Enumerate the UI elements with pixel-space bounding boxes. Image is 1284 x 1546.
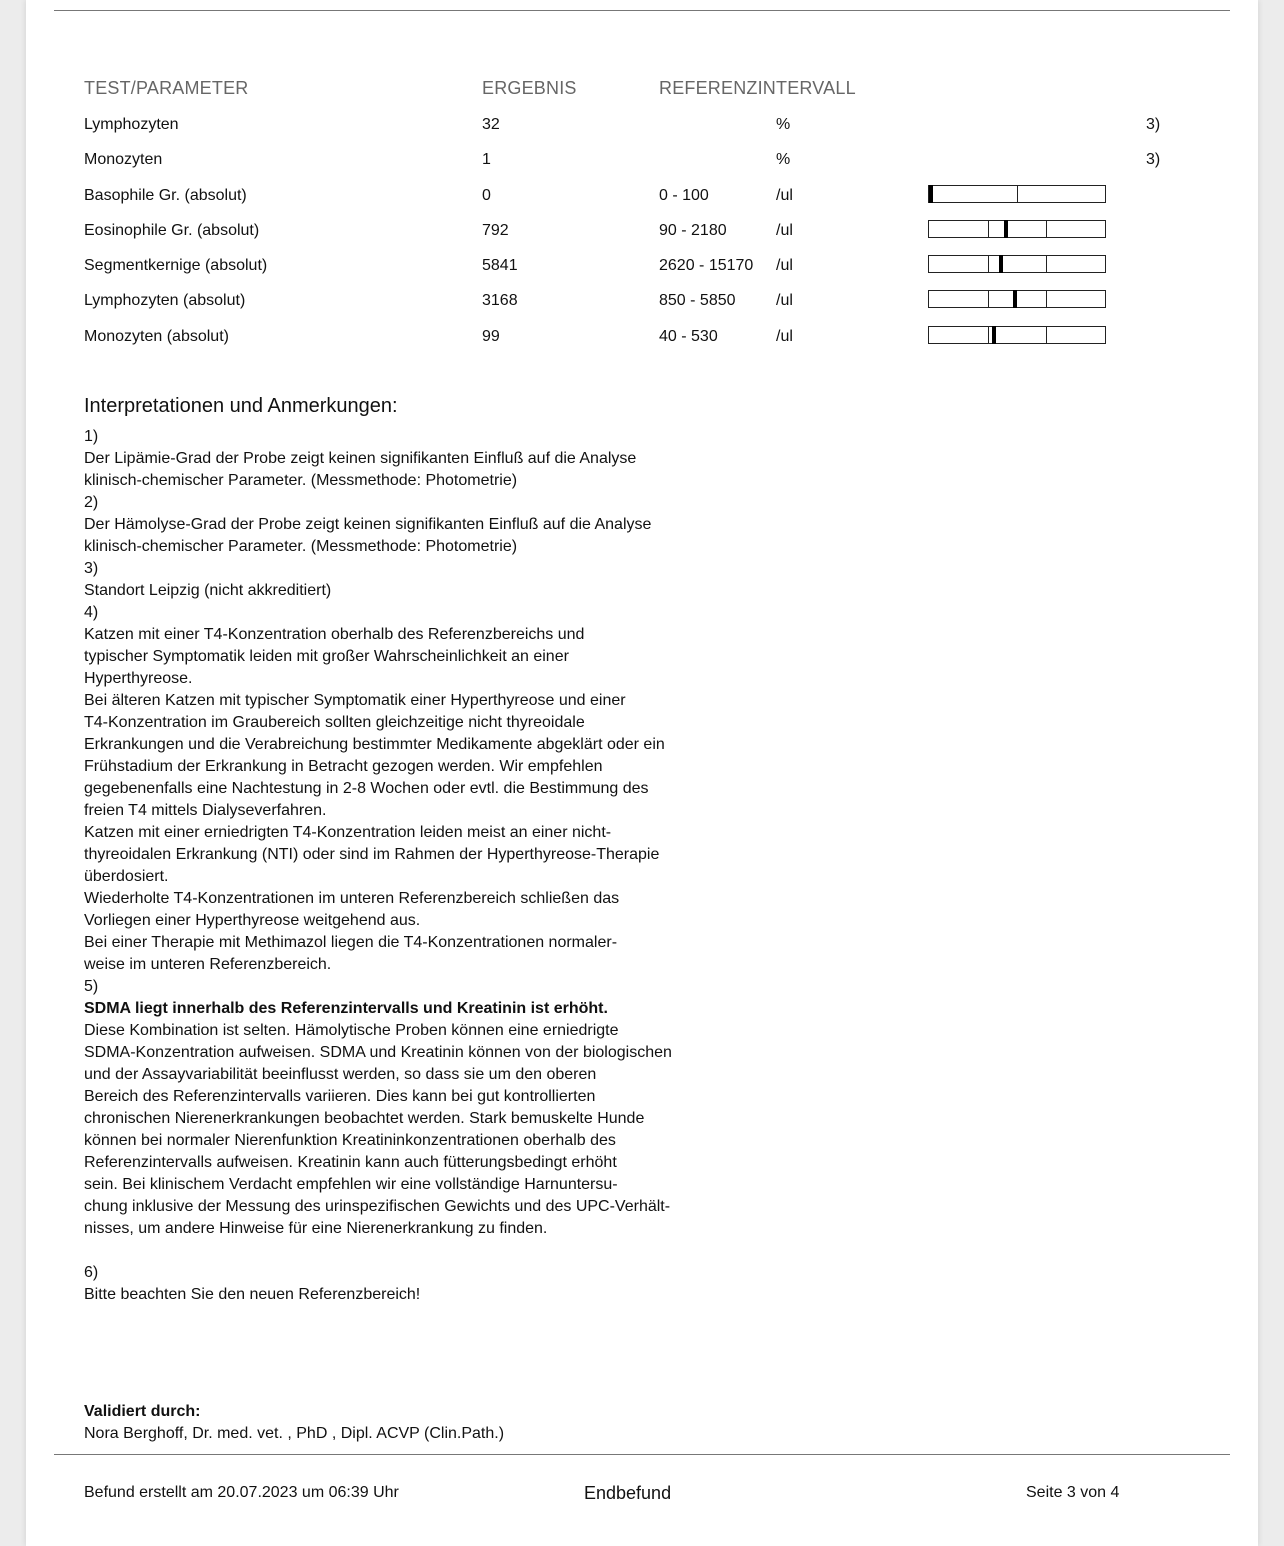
report-page: [26, 0, 1258, 1546]
table-row: [26, 151, 1258, 175]
range-tick: [1046, 291, 1047, 307]
parameter-name: Segmentkernige (absolut): [84, 257, 268, 274]
range-tick: [1046, 256, 1047, 272]
note-text: Katzen mit einer T4-Konzentration oberhalb des Referenzbereichs und typischer Symptomatik leiden mit großer Wahrscheinlichkeit an einer Hyperthyreose. Bei älteren Katzen mit typischer Symptomatik einer Hyperthyreose und einer T4-Konzentration im Graubereich sollten gleichzeitige nicht thyreoidale Erkrankungen und die Verabreichung bestimmter Medikamente abgeklärt oder ein Frühstadium der Erkrankung in Betracht gezogen werden. Wir empfehlen gegebenenfalls eine Nachtestung in 2-8 Wochen oder evtl. die Bestimmung des freien T4 mittels Dialyseverfahren. Katzen mit einer erniedrigten T4-Konzentration leiden meist an einer nicht- thyreoidalen Erkrankung (NTI) oder sind im Rahmen der Hyperthyreose-Therapie überdosiert. Wiederholte T4-Konzentrationen im unteren Referenzbereich schließen das Vorliegen einer Hyperthyreose weitgehend aus. Bei einer Therapie mit Methimazol liegen die T4-Konzentrationen normaler- weise im unteren Referenzbereich.: [84, 626, 665, 973]
result-value: 5841: [482, 257, 518, 274]
reference-interval: 2620 - 15170: [659, 257, 754, 274]
unit: %: [776, 116, 791, 133]
note-text: Bitte beachten Sie den neuen Referenzbereich!: [84, 1286, 421, 1303]
parameter-name: Lymphozyten (absolut): [84, 292, 246, 309]
result-value: 1: [482, 151, 491, 168]
note-number: 4): [84, 604, 99, 621]
result-value: 32: [482, 116, 500, 133]
range-tick: [1046, 221, 1047, 237]
range-tick: [988, 256, 989, 272]
table-row: [26, 292, 1258, 316]
note-text: Der Hämolyse-Grad der Probe zeigt keinen signifikanten Einfluß auf die Analyse klinisch-chemischer Parameter. (Messmethode: Photometrie): [84, 516, 652, 555]
result-marker: [992, 326, 996, 344]
reference-interval: 90 - 2180: [659, 222, 727, 239]
note-heading: SDMA liegt innerhalb des Referenzintervalls und Kreatinin ist erhöht.: [84, 1000, 608, 1017]
note-number: 3): [84, 560, 99, 577]
bottom-divider: [54, 1454, 1230, 1455]
reference-range-bar: [928, 255, 1106, 273]
note-4: [84, 602, 764, 976]
validator-name: Nora Berghoff, Dr. med. vet. , PhD , Dipl. ACVP (Clin.Path.): [84, 1425, 505, 1442]
note-text: Der Lipämie-Grad der Probe zeigt keinen signifikanten Einfluß auf die Analyse klinisch-chemischer Parameter. (Messmethode: Photometrie): [84, 450, 637, 489]
note-text: Standort Leipzig (nicht akkreditiert): [84, 582, 332, 599]
result-value: 3168: [482, 292, 518, 309]
range-tick: [988, 291, 989, 307]
note-number: 2): [84, 494, 99, 511]
interpretation-title: Interpretationen und Anmerkungen:: [84, 395, 398, 417]
parameter-name: Monozyten: [84, 151, 163, 168]
result-marker: [1004, 220, 1008, 238]
unit: /ul: [776, 257, 793, 274]
parameter-name: Eosinophile Gr. (absolut): [84, 222, 260, 239]
header-result: ERGEBNIS: [482, 78, 577, 98]
reference-range-bar: [928, 326, 1106, 344]
range-tick: [1046, 327, 1047, 343]
note-number: 5): [84, 978, 99, 995]
table-row: [26, 257, 1258, 281]
footnote-ref: 3): [1146, 116, 1161, 133]
reference-interval: 850 - 5850: [659, 292, 736, 309]
note-6: [84, 1262, 764, 1306]
reference-interval: 0 - 100: [659, 187, 709, 204]
table-row: [26, 116, 1258, 140]
result-value: 0: [482, 187, 491, 204]
reference-range-bar: [928, 290, 1106, 308]
result-value: 99: [482, 328, 500, 345]
unit: /ul: [776, 222, 793, 239]
table-row: [26, 328, 1258, 352]
range-tick: [988, 221, 989, 237]
table-row: [26, 187, 1258, 211]
unit: /ul: [776, 328, 793, 345]
notes-section: [84, 426, 764, 1306]
range-tick: [988, 327, 989, 343]
header-test-parameter: TEST/PARAMETER: [84, 78, 249, 98]
note-2: [84, 492, 764, 558]
note-5: [84, 976, 764, 1240]
header-reference-interval: REFERENZINTERVALL: [659, 78, 856, 98]
unit: %: [776, 151, 791, 168]
footer-page-number: Seite 3 von 4: [1026, 1484, 1120, 1501]
footnote-ref: 3): [1146, 151, 1161, 168]
reference-range-bar: [928, 220, 1106, 238]
note-number: 6): [84, 1264, 99, 1281]
range-tick: [1017, 186, 1018, 202]
unit: /ul: [776, 292, 793, 309]
top-divider: [54, 10, 1230, 11]
parameter-name: Lymphozyten: [84, 116, 179, 133]
validation-block: [84, 1401, 764, 1445]
parameter-name: Monozyten (absolut): [84, 328, 229, 345]
note-number: 1): [84, 428, 99, 445]
reference-interval: 40 - 530: [659, 328, 718, 345]
note-1: [84, 426, 764, 492]
footer-created: Befund erstellt am 20.07.2023 um 06:39 Uhr: [84, 1484, 399, 1501]
result-marker: [929, 185, 933, 203]
validation-label: Validiert durch:: [84, 1403, 201, 1420]
table-row: [26, 222, 1258, 246]
unit: /ul: [776, 187, 793, 204]
note-3: [84, 558, 764, 602]
result-marker: [1013, 290, 1017, 308]
result-value: 792: [482, 222, 509, 239]
reference-range-bar: [928, 185, 1106, 203]
footer-status: Endbefund: [584, 1483, 672, 1503]
result-marker: [999, 255, 1003, 273]
note-text: Diese Kombination ist selten. Hämolytische Proben können eine erniedrigte SDMA-Konzentration aufweisen. SDMA und Kreatinin können von der biologischen und der Assayvariabilität beeinflusst werden, so dass sie um den oberen Bereich des Referenzintervalls variieren. Dies kann bei gut kontrollierten chronischen Nierenerkrankungen beobachtet werden. Stark bemuskelte Hunde können bei normaler Nierenfunktion Kreatininkonzentrationen oberhalb des Referenzintervalls aufweisen. Kreatinin kann auch fütterungsbedingt erhöht sein. Bei klinischem Verdacht empfehlen wir eine vollständige Harnuntersu- chung inklusive der Messung des urinspezifischen Gewichts und des UPC-Verhält- nisses, um andere Hinweise für eine Nierenerkrankung zu finden.: [84, 1022, 672, 1237]
parameter-name: Basophile Gr. (absolut): [84, 187, 247, 204]
